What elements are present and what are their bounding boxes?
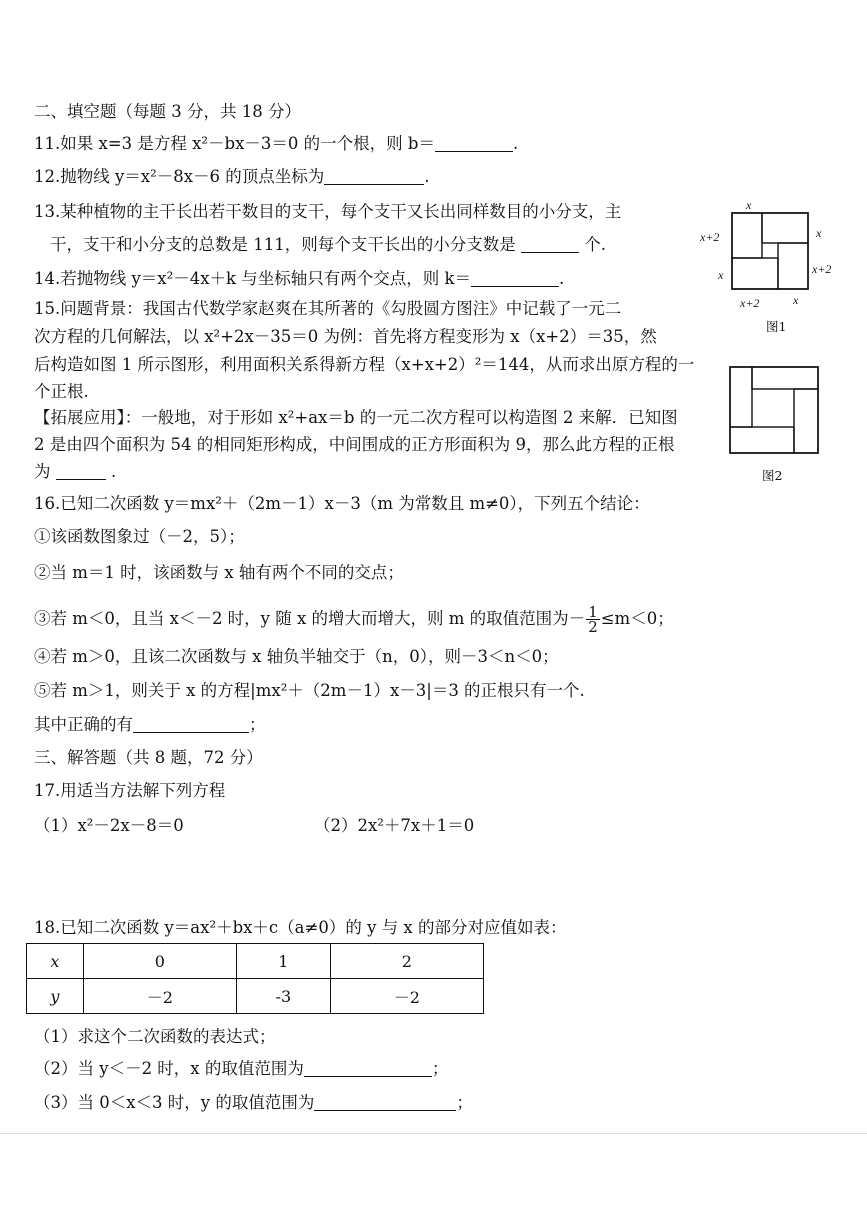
figure-1 bbox=[700, 198, 840, 338]
question-16-claim-3-text: ③若 m＜0，且当 x＜－2 时，y 随 x 的增大而增大，则 m 的取值范围为－ bbox=[34, 609, 586, 628]
question-15-line-6: 2 是由四个面积为 54 的相同矩形构成，中间围成的正方形面积为 9，那么此方程的正根 bbox=[34, 435, 675, 454]
question-12 bbox=[34, 166, 430, 188]
question-18-part-2-end: ； bbox=[431, 1059, 449, 1078]
answer-blank-15[interactable] bbox=[56, 463, 106, 480]
question-16-claim-3 bbox=[34, 599, 674, 639]
question-14 bbox=[34, 268, 564, 290]
fraction-denominator: 2 bbox=[588, 618, 598, 636]
answer-blank-16[interactable] bbox=[133, 716, 249, 733]
table-cell: －2 bbox=[330, 979, 483, 1014]
table-row-y bbox=[27, 979, 484, 1014]
table-cell: -3 bbox=[237, 979, 331, 1014]
fig1-label-left-upper: x+2 bbox=[700, 230, 720, 244]
question-18-part-2 bbox=[34, 1058, 448, 1080]
figure-2 bbox=[728, 365, 823, 485]
question-16-claim-1: ①该函数图象过（－2，5）； bbox=[34, 527, 245, 546]
question-18-part-3-end: ； bbox=[456, 1093, 473, 1112]
question-17-title: 17.用适当方法解下列方程 bbox=[34, 781, 226, 800]
question-17-part-2: （2）2x²＋7x＋1＝0 bbox=[314, 816, 475, 835]
figure-1-diagram bbox=[700, 198, 840, 318]
question-12-end: . bbox=[424, 167, 430, 186]
question-16-end: ； bbox=[249, 715, 266, 734]
answer-blank-14[interactable] bbox=[471, 270, 559, 287]
question-18-part-2-text: （2）当 y＜－2 时，x 的取值范围为 bbox=[34, 1059, 304, 1078]
question-17-part-1: （1）x²－2x－8＝0 bbox=[34, 816, 184, 835]
question-16-claim-3-tail: ≤m＜0； bbox=[600, 609, 674, 628]
question-13-line-1: 13.某种植物的主干长出若干数目的支干，每个支干又长出同样数目的小分支，主 bbox=[34, 202, 622, 221]
fig1-label-top: x bbox=[746, 198, 752, 212]
question-14-text: 14.若抛物线 y＝x²－4x＋k 与坐标轴只有两个交点，则 k＝ bbox=[34, 269, 472, 288]
table-cell: －2 bbox=[83, 979, 236, 1014]
question-18-part-1: （1）求这个二次函数的表达式； bbox=[34, 1027, 276, 1046]
table-cell: 1 bbox=[237, 944, 331, 979]
question-13-end: 个. bbox=[584, 235, 606, 254]
answer-blank-18-3[interactable] bbox=[314, 1094, 456, 1111]
table-header-x: x bbox=[27, 944, 84, 979]
question-14-end: . bbox=[559, 269, 565, 288]
figure-2-diagram bbox=[728, 365, 823, 457]
answer-blank-18-2[interactable] bbox=[304, 1060, 432, 1077]
answer-blank-11[interactable] bbox=[435, 135, 513, 152]
fig1-label-bottom-left: x+2 bbox=[740, 296, 760, 310]
table-header-y: y bbox=[27, 979, 84, 1014]
question-16-ask bbox=[34, 714, 266, 736]
question-15-line-7 bbox=[34, 461, 116, 483]
question-15-answer-prefix: 为 bbox=[34, 462, 51, 481]
fig1-label-right-lower: x+2 bbox=[812, 262, 832, 276]
table-cell: 2 bbox=[330, 944, 483, 979]
question-15-line-5: 【拓展应用】：一般地，对于形如 x²+ax＝b 的一元二次方程可以构造图 2 来解．已知图 bbox=[34, 408, 678, 427]
question-16-claim-5: ⑤若 m＞1，则关于 x 的方程|mx²＋（2m－1）x－3|＝3 的正根只有一个. bbox=[34, 681, 585, 700]
question-13-text: 干，支干和小分支的总数是 111，则每个支干长出的小分支数是 bbox=[50, 235, 516, 254]
question-15-line-4: 个正根. bbox=[34, 382, 89, 401]
section-3-title: 三、解答题（共 8 题，72 分） bbox=[34, 748, 263, 767]
question-15-line-2: 次方程的几何解法，以 x²+2x－35＝0 为例：首先将方程变形为 x（x+2）＝35，然 bbox=[34, 327, 657, 346]
figure-2-caption: 图2 bbox=[762, 468, 783, 483]
question-11 bbox=[34, 133, 518, 155]
table-cell: 0 bbox=[83, 944, 236, 979]
figure-1-caption: 图1 bbox=[766, 319, 787, 334]
question-11-end: . bbox=[512, 134, 519, 153]
table-row-x bbox=[27, 944, 484, 979]
question-18-part-3 bbox=[34, 1092, 473, 1114]
question-15-end: . bbox=[111, 462, 117, 481]
answer-blank-12[interactable] bbox=[324, 168, 424, 185]
value-table bbox=[26, 943, 484, 1014]
answer-blank-13[interactable] bbox=[521, 236, 579, 253]
question-16-ask-text: 其中正确的有 bbox=[34, 715, 133, 734]
question-16-claim-4: ④若 m＞0，且该二次函数与 x 轴负半轴交于（n，0），则－3＜n＜0； bbox=[34, 647, 559, 666]
question-18-part-3-text: （3）当 0＜x＜3 时，y 的取值范围为 bbox=[34, 1093, 315, 1112]
question-15-line-1: 15.问题背景：我国古代数学家赵爽在其所著的《勾股圆方图注》中记载了一元二 bbox=[34, 299, 622, 318]
question-11-text: 11.如果 x=3 是方程 x²－bx－3＝0 的一个根，则 b＝ bbox=[34, 134, 435, 153]
question-18-intro: 18.已知二次函数 y＝ax²＋bx＋c（a≠0）的 y 与 x 的部分对应值如表： bbox=[34, 918, 567, 937]
fig1-label-bottom-right: x bbox=[793, 293, 799, 307]
page-bottom-divider bbox=[0, 1133, 867, 1134]
fraction-numerator: 1 bbox=[588, 603, 598, 621]
question-12-text: 12.抛物线 y＝x²－8x－6 的顶点坐标为 bbox=[34, 167, 325, 186]
question-16-claim-2: ②当 m＝1 时，该函数与 x 轴有两个不同的交点； bbox=[34, 563, 404, 582]
fraction-one-half bbox=[586, 605, 600, 634]
fig1-label-right-upper: x bbox=[816, 226, 822, 240]
fig1-label-left-lower: x bbox=[718, 268, 724, 282]
question-15-line-3: 后构造如图 1 所示图形，利用面积关系得新方程（x+x+2）²＝144，从而求出原方程的一 bbox=[34, 355, 695, 374]
section-2-title: 二、填空题（每题 3 分，共 18 分） bbox=[34, 102, 301, 121]
question-16-intro: 16.已知二次函数 y＝mx²＋（2m－1）x－3（m 为常数且 m≠0），下列五个结论： bbox=[34, 494, 650, 513]
question-13-line-2 bbox=[50, 234, 606, 256]
